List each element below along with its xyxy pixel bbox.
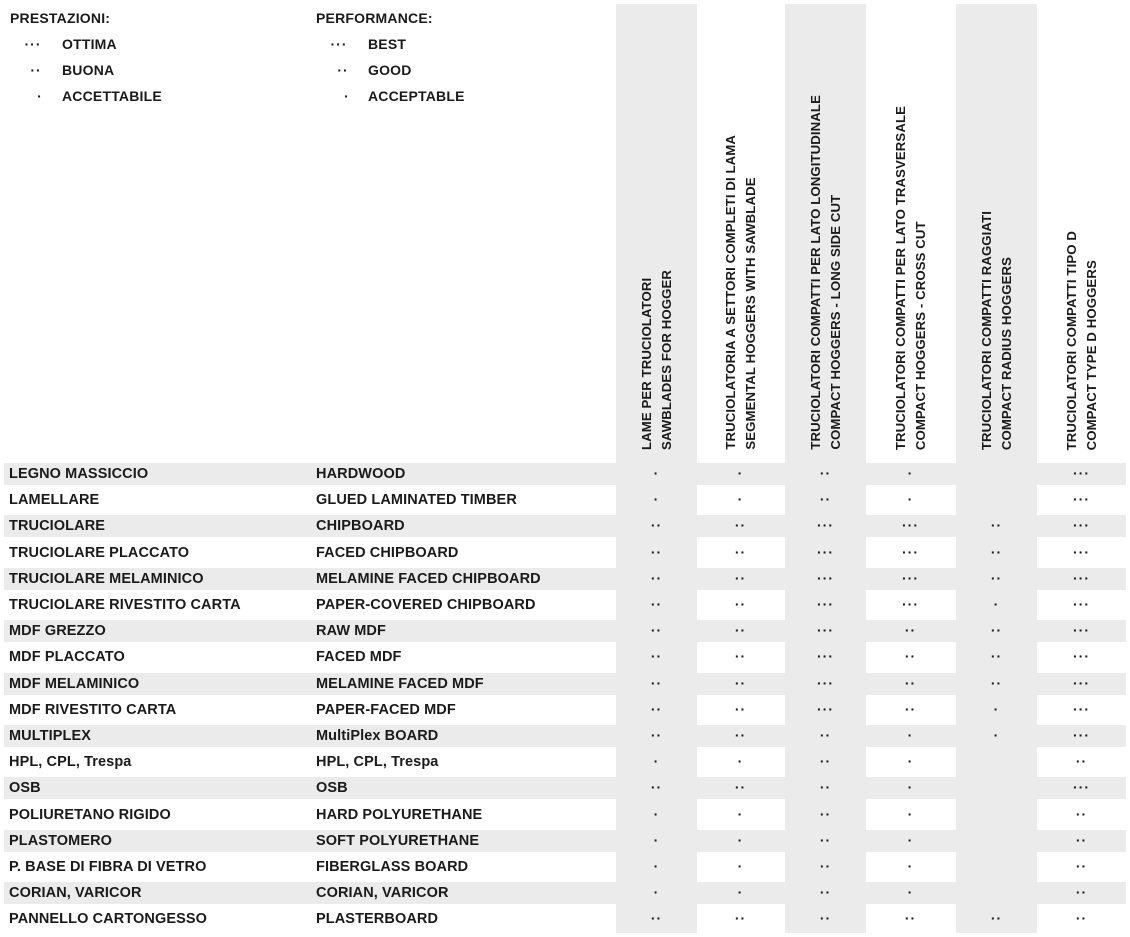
table-row: [0, 592, 1130, 618]
material-name-it: P. BASE DI FIBRA DI VETRO: [9, 859, 207, 875]
rating-cell: ··: [904, 701, 917, 717]
column-header-long-side: [785, 4, 866, 450]
rating-cell: ··: [734, 701, 747, 717]
rating-cell: ··: [819, 465, 832, 481]
table-row: [0, 880, 1130, 906]
rating-dots-icon: ···: [24, 36, 42, 52]
rating-cell: ··: [990, 544, 1003, 560]
legend-title-en: PERFORMANCE:: [316, 10, 433, 26]
column-header-en: COMPACT HOGGERS - LONG SIDE CUT: [827, 195, 843, 450]
rating-cell: ·: [653, 465, 660, 481]
rating-cell: ·: [907, 806, 914, 822]
material-name-it: LAMELLARE: [9, 492, 100, 508]
material-name-en: MELAMINE FACED CHIPBOARD: [316, 571, 541, 587]
rating-cell: ···: [1073, 648, 1090, 664]
rating-cell: ··: [990, 675, 1003, 691]
rating-cell: ·: [653, 491, 660, 507]
legend-label: OTTIMA: [62, 36, 117, 52]
rating-cell: ·: [653, 884, 660, 900]
column-header-radius: [956, 4, 1037, 450]
column-header-en: SEGMENTAL HOGGERS WITH SAWBLADE: [742, 177, 758, 450]
rating-cell: ··: [904, 675, 917, 691]
table-row: [0, 671, 1130, 697]
legend-label: ACCEPTABLE: [368, 88, 465, 104]
rating-cell: ·: [653, 753, 660, 769]
legend-item-best-en: [324, 35, 584, 53]
table-row: [0, 540, 1130, 566]
rating-cell: ·: [653, 832, 660, 848]
column-header-segmental: [700, 4, 781, 450]
column-header-it: TRUCIOLATORI COMPATTI RAGGIATI: [978, 210, 994, 450]
rating-cell: [956, 854, 1037, 880]
rating-cell: ··: [734, 622, 747, 638]
material-name-en: SOFT POLYURETHANE: [316, 833, 480, 849]
rating-cell: ··: [650, 910, 663, 926]
legend-label: BEST: [368, 36, 407, 52]
material-name-it: TRUCIOLARE: [9, 518, 106, 534]
table-row: [0, 828, 1130, 854]
rating-cell: ··: [650, 570, 663, 586]
rating-cell: ··: [734, 596, 747, 612]
legend-title-it: PRESTAZIONI:: [10, 10, 111, 26]
rating-cell: ··: [990, 622, 1003, 638]
rating-cell: ···: [902, 517, 919, 533]
rating-cell: ···: [1073, 570, 1090, 586]
rating-cell: ···: [817, 544, 834, 560]
rating-cell: ·: [907, 884, 914, 900]
rating-cell: ·: [907, 491, 914, 507]
material-name-it: POLIURETANO RIGIDO: [9, 807, 171, 823]
rating-cell: ··: [819, 884, 832, 900]
column-header-en: COMPACT TYPE D HOGGERS: [1083, 259, 1099, 450]
rating-cell: ·: [737, 491, 744, 507]
rating-cell: ··: [650, 779, 663, 795]
column-header-cross-cut: [870, 4, 951, 450]
rating-cell: ··: [734, 648, 747, 664]
rating-cell: ··: [1075, 832, 1088, 848]
rating-cell: ··: [650, 701, 663, 717]
rating-cell: ·: [907, 779, 914, 795]
rating-cell: ·: [907, 858, 914, 874]
rating-cell: ··: [734, 517, 747, 533]
column-header-en: SAWBLADES FOR HOGGER: [658, 269, 674, 450]
column-header-it: LAME PER TRUCIOLATORI: [638, 277, 654, 450]
table-row: [0, 775, 1130, 801]
rating-cell: ···: [1073, 517, 1090, 533]
rating-cell: ··: [650, 675, 663, 691]
rating-cell: ··: [990, 910, 1003, 926]
column-header-en: COMPACT RADIUS HOGGERS: [998, 256, 1014, 450]
rating-cell: ·: [907, 727, 914, 743]
material-name-it: OSB: [9, 780, 41, 796]
rating-cell: ··: [650, 648, 663, 664]
rating-cell: ·: [737, 832, 744, 848]
material-name-it: MULTIPLEX: [9, 728, 91, 744]
legend-label: BUONA: [62, 62, 115, 78]
rating-cell: ·: [653, 858, 660, 874]
material-name-en: FIBERGLASS BOARD: [316, 859, 469, 875]
rating-cell: ··: [819, 806, 832, 822]
material-name-en: MultiPlex BOARD: [316, 728, 439, 744]
rating-cell: ···: [1073, 544, 1090, 560]
material-name-it: LEGNO MASSICCIO: [9, 466, 149, 482]
rating-cell: ··: [1075, 910, 1088, 926]
rating-cell: ··: [650, 596, 663, 612]
legend-label: ACCETTABILE: [62, 88, 162, 104]
rating-cell: ···: [902, 570, 919, 586]
rating-cell: ··: [990, 570, 1003, 586]
material-name-en: HARD POLYURETHANE: [316, 807, 483, 823]
rating-cell: ··: [650, 517, 663, 533]
table-row: [0, 802, 1130, 828]
table-row: [0, 566, 1130, 592]
table-row: [0, 697, 1130, 723]
rating-cell: ··: [819, 753, 832, 769]
rating-cell: ·: [907, 465, 914, 481]
rating-cell: ···: [817, 517, 834, 533]
table-row: [0, 854, 1130, 880]
table-row: [0, 487, 1130, 513]
material-name-it: MDF RIVESTITO CARTA: [9, 702, 177, 718]
rating-cell: ·: [993, 701, 1000, 717]
material-name-en: GLUED LAMINATED TIMBER: [316, 492, 517, 508]
material-name-en: MELAMINE FACED MDF: [316, 676, 484, 692]
rating-cell: ··: [650, 544, 663, 560]
material-name-it: TRUCIOLARE RIVESTITO CARTA: [9, 597, 241, 613]
rating-cell: ·: [907, 832, 914, 848]
rating-cell: ···: [1073, 779, 1090, 795]
material-name-it: MDF GREZZO: [9, 623, 106, 639]
rating-cell: ··: [734, 910, 747, 926]
material-name-it: MDF PLACCATO: [9, 649, 125, 665]
rating-dots-icon: ··: [337, 62, 349, 78]
rating-cell: ··: [1075, 806, 1088, 822]
rating-cell: ··: [819, 910, 832, 926]
legend-item-acceptable-en: [332, 87, 592, 105]
column-header-it: TRUCIOLATORI COMPATTI PER LATO LONGITUDINALE: [807, 95, 823, 450]
rating-cell: ··: [904, 910, 917, 926]
rating-cell: ·: [907, 753, 914, 769]
rating-cell: ··: [819, 491, 832, 507]
rating-cell: ···: [1073, 675, 1090, 691]
rating-cell: [956, 487, 1037, 513]
material-name-en: HARDWOOD: [316, 466, 406, 482]
rating-cell: ··: [904, 622, 917, 638]
table-row: [0, 618, 1130, 644]
rating-cell: ··: [904, 648, 917, 664]
rating-cell: ·: [737, 806, 744, 822]
material-name-en: HPL, CPL, Trespa: [316, 754, 439, 770]
rating-cell: ··: [650, 727, 663, 743]
rating-cell: ·: [653, 806, 660, 822]
column-header-it: TRUCIOLATORI COMPATTI PER LATO TRASVERSALE: [892, 105, 908, 450]
rating-cell: [956, 775, 1037, 801]
rating-cell: [956, 828, 1037, 854]
rating-dots-icon: ·: [37, 88, 43, 104]
rating-dots-icon: ···: [330, 36, 348, 52]
rating-cell: ···: [902, 544, 919, 560]
rating-cell: ···: [817, 701, 834, 717]
rating-cell: ···: [1073, 465, 1090, 481]
material-name-it: PANNELLO CARTONGESSO: [9, 911, 208, 927]
material-name-it: CORIAN, VARICOR: [9, 885, 142, 901]
rating-cell: ···: [817, 675, 834, 691]
column-header-it: TRUCIOLATORIA A SETTORI COMPLETI DI LAMA: [722, 135, 738, 450]
rating-cell: ··: [650, 622, 663, 638]
material-name-en: PAPER-COVERED CHIPBOARD: [316, 597, 536, 613]
material-name-it: TRUCIOLARE MELAMINICO: [9, 571, 204, 587]
column-header-en: COMPACT HOGGERS - CROSS CUT: [912, 221, 928, 450]
rating-cell: ···: [902, 596, 919, 612]
table-row: [0, 906, 1130, 932]
table-row: [0, 644, 1130, 670]
material-name-en: FACED CHIPBOARD: [316, 545, 459, 561]
rating-cell: [956, 749, 1037, 775]
table-row: [0, 513, 1130, 539]
rating-cell: [956, 802, 1037, 828]
rating-cell: ··: [1075, 858, 1088, 874]
rating-cell: ···: [1073, 491, 1090, 507]
material-name-en: OSB: [316, 780, 348, 796]
material-name-en: PLASTERBOARD: [316, 911, 439, 927]
legend-label: GOOD: [368, 62, 412, 78]
table-row: [0, 723, 1130, 749]
rating-cell: [956, 461, 1037, 487]
rating-cell: [956, 880, 1037, 906]
rating-cell: ···: [817, 596, 834, 612]
rating-dots-icon: ··: [30, 62, 42, 78]
rating-cell: ··: [819, 779, 832, 795]
rating-cell: ···: [1073, 622, 1090, 638]
column-header-it: TRUCIOLATORI COMPATTI TIPO D: [1063, 230, 1079, 450]
material-name-en: PAPER-FACED MDF: [316, 702, 456, 718]
rating-cell: ·: [993, 596, 1000, 612]
table-row: [0, 461, 1130, 487]
rating-cell: ··: [990, 517, 1003, 533]
rating-cell: ··: [990, 648, 1003, 664]
rating-cell: ···: [1073, 727, 1090, 743]
legend-item-acceptable-it: [25, 87, 285, 105]
rating-cell: ···: [817, 622, 834, 638]
rating-cell: ··: [1075, 884, 1088, 900]
rating-cell: ··: [734, 675, 747, 691]
rating-cell: ··: [819, 858, 832, 874]
table-row: [0, 749, 1130, 775]
column-header-type-d: [1041, 4, 1122, 450]
material-name-it: MDF MELAMINICO: [9, 676, 140, 692]
column-header-sawblades: [616, 4, 697, 450]
rating-cell: ·: [737, 858, 744, 874]
legend-item-good-en: [328, 61, 588, 79]
material-name-en: CHIPBOARD: [316, 518, 405, 534]
legend-item-best-it: [18, 35, 278, 53]
rating-cell: ··: [734, 727, 747, 743]
rating-cell: ··: [734, 544, 747, 560]
legend-item-good-it: [21, 61, 281, 79]
material-name-en: CORIAN, VARICOR: [316, 885, 449, 901]
rating-cell: ··: [819, 727, 832, 743]
rating-cell: ·: [993, 727, 1000, 743]
rating-cell: ·: [737, 753, 744, 769]
rating-cell: ··: [819, 832, 832, 848]
rating-cell: ··: [1075, 753, 1088, 769]
rating-cell: ···: [817, 570, 834, 586]
rating-dots-icon: ·: [344, 88, 350, 104]
rating-cell: ···: [1073, 596, 1090, 612]
material-name-it: PLASTOMERO: [9, 833, 113, 849]
rating-cell: ···: [817, 648, 834, 664]
rating-cell: ··: [734, 570, 747, 586]
rating-cell: ···: [1073, 701, 1090, 717]
material-name-it: TRUCIOLARE PLACCATO: [9, 545, 190, 561]
rating-cell: ·: [737, 465, 744, 481]
rating-cell: ·: [737, 884, 744, 900]
material-name-en: FACED MDF: [316, 649, 402, 665]
material-name-it: HPL, CPL, Trespa: [9, 754, 132, 770]
material-name-en: RAW MDF: [316, 623, 386, 639]
rating-cell: ··: [734, 779, 747, 795]
